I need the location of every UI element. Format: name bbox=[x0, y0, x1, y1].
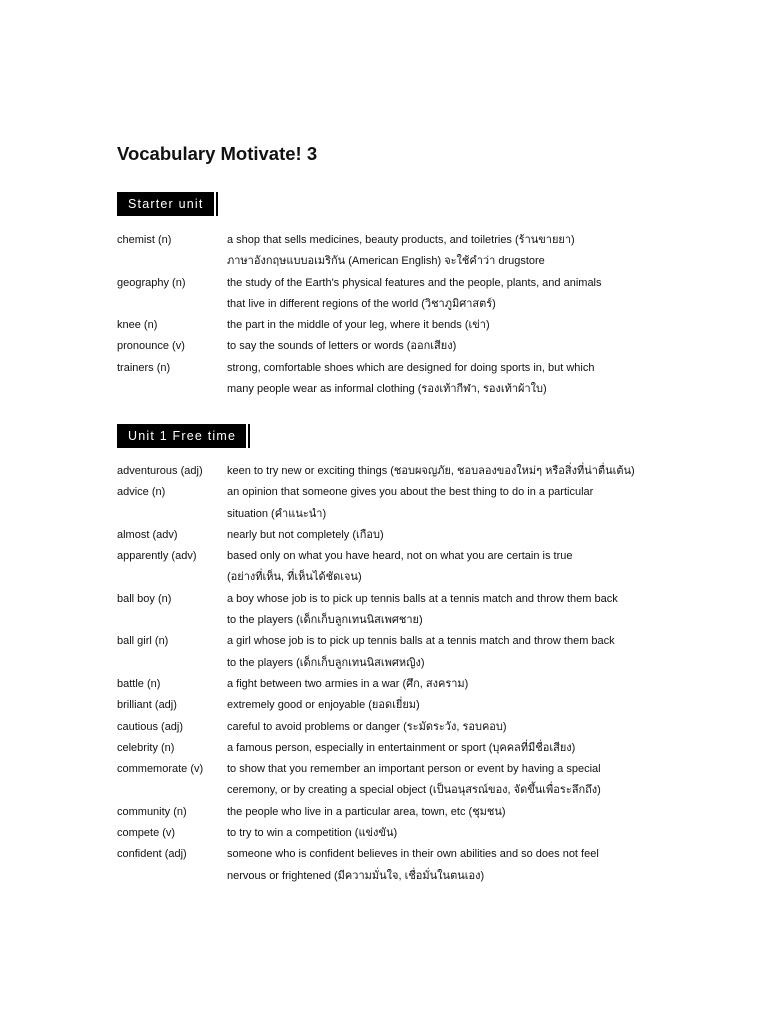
definition-line: the part in the middle of your leg, where it bends (เข่า) bbox=[227, 319, 490, 332]
definition-line: nervous or frightened (มีความมั่นใจ, เชื่อมั่นในตนเอง) bbox=[227, 869, 485, 882]
vocab-entry bbox=[117, 844, 677, 887]
vocab-definition bbox=[227, 674, 677, 695]
definition-line: to try to win a competition (แข่งขัน) bbox=[227, 827, 398, 840]
vocab-entry bbox=[117, 759, 677, 802]
definition-line: extremely good or enjoyable (ยอดเยี่ยม) bbox=[227, 699, 420, 712]
vocab-term: apparently (adv) bbox=[117, 550, 197, 563]
vocab-entry bbox=[117, 461, 677, 482]
vocab-term: pronounce (v) bbox=[117, 340, 185, 353]
vocab-entry bbox=[117, 802, 677, 823]
vocab-term: advice (n) bbox=[117, 486, 166, 499]
vocab-term: trainers (n) bbox=[117, 361, 171, 374]
vocab-entry bbox=[117, 738, 677, 759]
vocab-definition bbox=[227, 546, 677, 589]
page-title: Vocabulary Motivate! 3 bbox=[117, 143, 318, 164]
definition-line: a shop that sells medicines, beauty products, and toiletries (ร้านขายยา) bbox=[227, 234, 575, 246]
definition-line: based only on what you have heard, not on what you are certain is true bbox=[227, 550, 573, 563]
vocab-term: chemist (n) bbox=[117, 234, 172, 246]
vocab-entry bbox=[117, 336, 677, 357]
vocab-definition bbox=[227, 461, 677, 482]
vocab-term: commemorate (v) bbox=[117, 763, 204, 776]
vocab-term: knee (n) bbox=[117, 319, 158, 332]
vocab-definition bbox=[227, 589, 677, 632]
definition-line: ceremony, or by creating a special object (เป็นอนุสรณ์ของ, จัดขึ้นเพื่อระลึกถึง) bbox=[227, 784, 601, 797]
definition-line: keen to try new or exciting things (ชอบผจญภัย, ชอบลองของใหม่ๆ หรือสิ่งที่น่าตื่นเต้น) bbox=[227, 465, 635, 477]
vocab-entry bbox=[117, 358, 677, 401]
definition-line: (อย่างที่เห็น, ที่เห็นได้ชัดเจน) bbox=[227, 571, 362, 584]
definition-line: a boy whose job is to pick up tennis balls at a tennis match and throw them back bbox=[227, 592, 618, 605]
vocab-entry bbox=[117, 674, 677, 695]
vocab-entry bbox=[117, 589, 677, 632]
vocab-term: adventurous (adj) bbox=[117, 465, 203, 477]
vocab-entry bbox=[117, 695, 677, 716]
definition-line: someone who is confident believes in their own abilities and so does not feel bbox=[227, 848, 599, 861]
vocab-definition bbox=[227, 823, 677, 844]
vocab-entry bbox=[117, 230, 677, 273]
vocab-term: cautious (adj) bbox=[117, 720, 184, 733]
vocab-definition bbox=[227, 844, 677, 887]
vocab-term: ball girl (n) bbox=[117, 635, 169, 648]
definition-line: that live in different regions of the world (วิชาภูมิศาสตร์) bbox=[227, 297, 496, 310]
vocab-entry bbox=[117, 823, 677, 844]
definition-line: nearly but not completely (เกือบ) bbox=[227, 528, 384, 541]
section-header-unit-1: Unit 1 Free time bbox=[117, 424, 246, 448]
vocab-entry bbox=[117, 525, 677, 546]
vocab-term: community (n) bbox=[117, 805, 187, 818]
vocab-term: battle (n) bbox=[117, 677, 161, 690]
vocab-term: ball boy (n) bbox=[117, 592, 172, 605]
vocab-definition bbox=[227, 738, 677, 759]
vocab-entry bbox=[117, 546, 677, 589]
definition-line: the study of the Earth's physical features and the people, plants, and animals bbox=[227, 276, 602, 289]
vocab-entry bbox=[117, 717, 677, 738]
vocab-term: confident (adj) bbox=[117, 848, 187, 861]
section-header-starter-unit: Starter unit bbox=[117, 192, 214, 216]
definition-line: strong, comfortable shoes which are designed for doing sports in, but which bbox=[227, 361, 595, 374]
vocab-entry bbox=[117, 273, 677, 316]
vocab-definition bbox=[227, 631, 677, 674]
vocab-definition bbox=[227, 802, 677, 823]
vocab-entry bbox=[117, 631, 677, 674]
vocab-entry bbox=[117, 482, 677, 525]
vocab-term: celebrity (n) bbox=[117, 741, 175, 754]
vocab-term: brilliant (adj) bbox=[117, 699, 177, 712]
definition-line: a famous person, especially in entertainment or sport (บุคคลที่มีชื่อเสียง) bbox=[227, 741, 576, 754]
vocab-definition bbox=[227, 525, 677, 546]
vocab-definition bbox=[227, 273, 677, 316]
vocab-definition bbox=[227, 717, 677, 738]
vocab-definition bbox=[227, 230, 677, 273]
definition-line: to show that you remember an important person or event by having a special bbox=[227, 763, 601, 776]
vocab-definition bbox=[227, 482, 677, 525]
vocab-definition bbox=[227, 759, 677, 802]
definition-line: situation (คำแนะนำ) bbox=[227, 507, 327, 520]
definition-line: a fight between two armies in a war (ศึก, สงคราม) bbox=[227, 677, 469, 690]
definition-line: ภาษาอังกฤษแบบอเมริกัน (American English) จะใช้คำว่า drugstore bbox=[227, 255, 545, 268]
definition-line: the people who live in a particular area, town, etc (ชุมชน) bbox=[227, 805, 506, 818]
vocab-definition bbox=[227, 336, 677, 357]
definition-line: to say the sounds of letters or words (ออกเสียง) bbox=[227, 340, 457, 353]
definition-line: an opinion that someone gives you about the best thing to do in a particular bbox=[227, 486, 594, 499]
definition-line: to the players (เด็กเก็บลูกเทนนิสเพศชาย) bbox=[227, 614, 423, 627]
vocab-term: geography (n) bbox=[117, 276, 186, 289]
definition-line: many people wear as informal clothing (รองเท้ากีฬา, รองเท้าผ้าใบ) bbox=[227, 383, 547, 396]
definition-line: careful to avoid problems or danger (ระมัดระวัง, รอบคอบ) bbox=[227, 720, 507, 733]
unit-1-entry-list bbox=[117, 461, 677, 887]
definition-line: a girl whose job is to pick up tennis balls at a tennis match and throw them back bbox=[227, 635, 615, 648]
definition-line: to the players (เด็กเก็บลูกเทนนิสเพศหญิง) bbox=[227, 656, 425, 669]
vocab-entry bbox=[117, 315, 677, 336]
vocab-definition bbox=[227, 358, 677, 401]
vocab-definition bbox=[227, 695, 677, 716]
starter-unit-entry-list bbox=[117, 230, 677, 400]
vocab-definition bbox=[227, 315, 677, 336]
vocab-term: compete (v) bbox=[117, 827, 176, 840]
vocab-term: almost (adv) bbox=[117, 528, 178, 541]
